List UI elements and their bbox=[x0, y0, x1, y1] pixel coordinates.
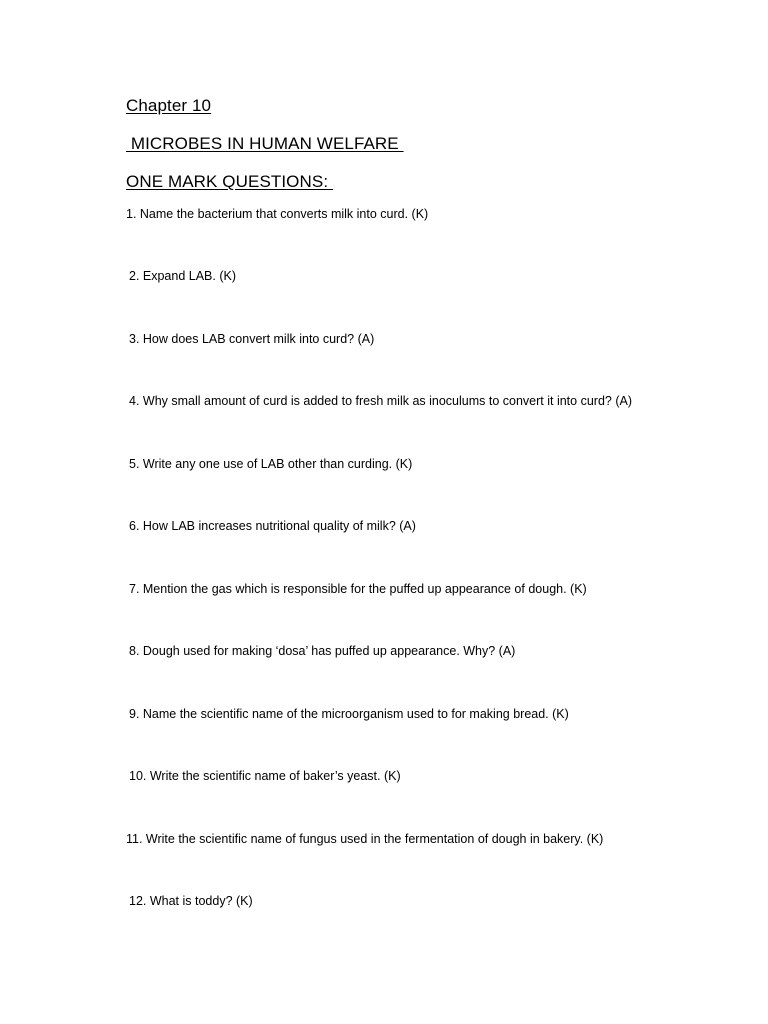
question-1: 1. Name the bacterium that converts milk into curd. (K) bbox=[126, 207, 429, 221]
chapter-title: MICROBES IN HUMAN WELFARE bbox=[126, 134, 404, 153]
question-8: 8. Dough used for making ‘dosa’ has puffed up appearance. Why? (A) bbox=[129, 644, 516, 658]
chapter-heading: Chapter 10 bbox=[126, 96, 212, 115]
question-3: 3. How does LAB convert milk into curd? (A) bbox=[129, 332, 375, 346]
question-7: 7. Mention the gas which is responsible for the puffed up appearance of dough. (K) bbox=[129, 582, 587, 596]
question-4: 4. Why small amount of curd is added to fresh milk as inoculums to convert it into curd? (A) bbox=[129, 394, 632, 408]
question-6: 6. How LAB increases nutritional quality of milk? (A) bbox=[129, 519, 416, 533]
question-11: 11. Write the scientific name of fungus used in the fermentation of dough in bakery. (K) bbox=[126, 832, 604, 846]
question-2: 2. Expand LAB. (K) bbox=[129, 269, 237, 283]
question-5: 5. Write any one use of LAB other than curding. (K) bbox=[129, 457, 413, 471]
question-9: 9. Name the scientific name of the microorganism used to for making bread. (K) bbox=[129, 707, 569, 721]
question-10: 10. Write the scientific name of baker’s yeast. (K) bbox=[129, 769, 401, 783]
section-heading: ONE MARK QUESTIONS: bbox=[126, 172, 333, 191]
question-12: 12. What is toddy? (K) bbox=[129, 894, 253, 908]
